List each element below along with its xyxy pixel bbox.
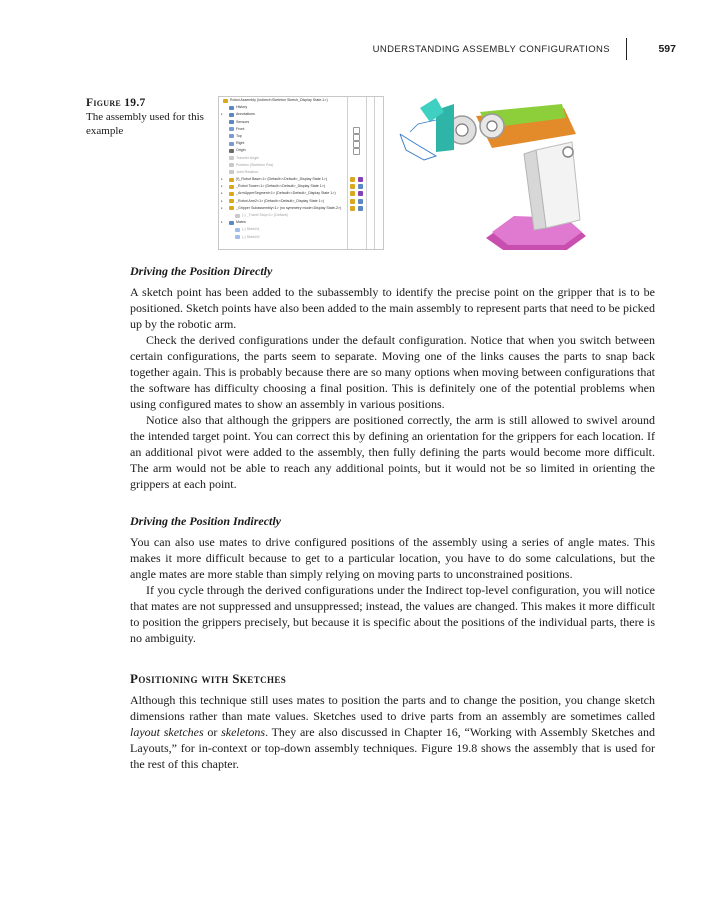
section-heading: Driving the Position Indirectly — [130, 514, 282, 528]
paragraph: Check the derived configurations under the default configuration. Notice that when you switch between certain configurations, the parts seem to separate. Moving one of the links causes the parts to snap back together again. This is probably because there are so many options when moving between configurations that the software has difficulty choosing a final position. This is definitely one of the potential problems when using configured mates to show an assembly in various positions. — [130, 333, 655, 411]
tree-node-icon — [229, 106, 234, 110]
tree-node-icon — [229, 170, 234, 174]
section-heading: Driving the Position Directly — [130, 264, 273, 278]
tree-node-icon — [235, 235, 240, 239]
tree-node-icon — [229, 149, 234, 153]
config-status-icon — [350, 191, 355, 196]
term-skeletons: skeletons — [221, 725, 266, 739]
tower-pivot — [563, 147, 573, 157]
gripper-finger-outline — [400, 134, 436, 160]
tree-row[interactable] — [219, 234, 383, 241]
term-layout-sketches: layout sketches — [130, 725, 204, 739]
expand-arrow-icon[interactable]: ▸ — [221, 191, 223, 196]
tree-node-icon — [223, 99, 228, 103]
tree-row[interactable] — [219, 162, 383, 169]
tree-node-icon — [229, 199, 234, 203]
tree-row[interactable] — [219, 119, 383, 126]
tree-node-icon — [229, 221, 234, 225]
tree-row-label: History — [236, 105, 248, 110]
tree-row-label: (-) _Travel Stop<1> (Default) — [242, 213, 288, 217]
display-state-icon — [358, 184, 363, 189]
header-divider — [626, 38, 627, 60]
paragraph: Notice also that although the grippers are positioned correctly, the arm is still allowed to swivel around the intended target point. You can correct this by defining an orientation for the grippers for each location. If an additional pivot were added to the assembly, then fully defining the parts would become more difficult. The arm would not be able to reach any additional points, but it would not be so limited in orienting the grippers at each point. — [130, 413, 655, 491]
section-driving-position-directly — [130, 263, 655, 492]
tree-node-icon — [229, 113, 234, 117]
expand-arrow-icon[interactable]: ▸ — [221, 112, 223, 117]
tree-node-icon — [229, 163, 234, 167]
paragraph: You can also use mates to drive configured positions of the assembly using a series of angle mates. This makes it more difficult because to get to a particular location, you have to do some calculations, but the angle mates are more stable than simply relying on moving parts to unconstrained positions. — [130, 535, 655, 581]
tree-node-icon — [229, 156, 234, 160]
tree-row-label: (f)_Robot Base<1> (Default<<Default>_Display State 1>) — [236, 177, 328, 182]
expand-arrow-icon[interactable]: ▸ — [221, 177, 223, 182]
arm-joint-1-hole — [487, 121, 497, 131]
paragraph-text: . They are also discussed in Chapter 16, “Working with Assembly Sketches and Layouts,” for in-context or top-down assembly techniques. Figure 19.8 shows the assembly that is used for the rest of this chapter. — [130, 725, 655, 771]
tree-row-label: _Robot Arm2<1> (Default<<Default>_Display State 1>) — [236, 198, 324, 203]
tree-node-icon — [229, 127, 234, 131]
tree-row[interactable] — [219, 219, 383, 226]
tree-row-label: Position (Skeleton Pos) — [236, 162, 274, 167]
page-number: 597 — [658, 43, 676, 55]
running-header — [372, 42, 680, 62]
tree-row-label: Mates — [236, 220, 246, 225]
tree-row-label: Right — [236, 141, 245, 146]
tree-node-icon — [229, 134, 234, 138]
feature-tree-rows — [219, 97, 383, 241]
tree-row[interactable] — [219, 97, 383, 104]
expand-arrow-icon[interactable]: ▸ — [221, 198, 223, 203]
tree-row-label: _ArmUpperSegment<1> (Default<<Default>_Display State 1>) — [236, 191, 336, 196]
paragraph — [130, 692, 655, 772]
paragraph-text: or — [203, 725, 222, 739]
tree-row-label: _Robot Tower<1> (Default<<Default>_Display State 1>) — [236, 184, 326, 189]
expand-arrow-icon[interactable]: ▸ — [221, 184, 223, 189]
tree-row[interactable] — [219, 198, 383, 205]
display-state-icon — [358, 199, 363, 204]
display-state-icon — [358, 191, 363, 196]
tree-row[interactable] — [219, 190, 383, 197]
display-state-icon — [358, 177, 363, 182]
config-status-icon — [350, 177, 355, 182]
paragraph-text: Although this technique still uses mates to position the parts and to change the position, you change sketch dimensions rather than mate values. Sketches used to drive parts from an assembly are sometimes called — [130, 693, 655, 723]
tree-row-label: (-) Sketch1 — [242, 227, 260, 232]
paragraph: If you cycle through the derived configurations under the Indirect top-level configuration, you will notice that mates are not suppressed and unsuppressed; instead, the values are changed. This makes it more difficult to position the grippers precisely, but because it is specific about the positions of the individual parts, there is no ambiguity. — [130, 583, 655, 645]
feature-tree-screenshot — [218, 96, 384, 250]
tree-node-icon — [235, 214, 240, 218]
tree-row[interactable] — [219, 126, 383, 133]
tree-row-label: Traveler Angle — [236, 155, 260, 160]
tree-row-label: (-) Sketch2 — [242, 234, 260, 239]
tree-row-label: Robot Assembly (Indirect<Skeleton Sketch_Display State-1>) — [230, 98, 328, 102]
tree-row-label: Annotations — [236, 112, 255, 117]
arm-joint-2-hole — [456, 124, 468, 136]
robot-arm-model — [396, 90, 596, 250]
config-status-icon — [350, 206, 355, 211]
tree-row[interactable] — [219, 104, 383, 111]
figure-caption-text: The assembly used for this example — [86, 111, 204, 137]
tree-row-label: Sensors — [236, 119, 250, 124]
sketch-line — [410, 120, 436, 132]
section-positioning-with-sketches — [130, 671, 655, 772]
config-status-icon — [350, 184, 355, 189]
tree-row-label: Front — [236, 126, 245, 131]
tree-row[interactable] — [219, 140, 383, 147]
tree-node-icon — [229, 142, 234, 146]
tree-row[interactable] — [219, 183, 383, 190]
tree-node-icon — [229, 206, 234, 210]
tree-row[interactable] — [219, 111, 383, 118]
expand-arrow-icon[interactable]: ▸ — [221, 220, 223, 225]
tree-node-icon — [229, 185, 234, 189]
section-heading: Positioning with Sketches — [130, 671, 287, 686]
tree-row-label: _Gripper Subassembly<1> (no symmetry mode<Display State-2>) — [236, 205, 342, 210]
figure-caption — [86, 96, 211, 138]
tree-node-icon — [229, 178, 234, 182]
display-state-icon — [358, 206, 363, 211]
tree-row-label: Top — [236, 133, 242, 138]
tree-row[interactable] — [219, 212, 383, 219]
tree-row[interactable] — [219, 155, 383, 162]
tree-node-icon — [229, 192, 234, 196]
tree-node-icon — [235, 228, 240, 232]
tree-row[interactable] — [219, 133, 383, 140]
tree-row[interactable] — [219, 226, 383, 233]
config-status-icon — [350, 199, 355, 204]
paragraph: A sketch point has been added to the subassembly to identify the precise point on the gripper that is to be positioned. Sketch points have also been added to the main assembly to represent parts that need to be picked up by the robotic arm. — [130, 285, 655, 331]
running-title: UNDERSTANDING ASSEMBLY CONFIGURATIONS — [372, 44, 610, 55]
tree-row[interactable] — [219, 205, 383, 212]
tree-row[interactable] — [219, 147, 383, 154]
tree-row-label: Origin — [236, 148, 246, 153]
tree-node-icon — [229, 120, 234, 124]
section-driving-position-indirectly — [130, 513, 655, 646]
tree-row[interactable] — [219, 169, 383, 176]
expand-arrow-icon[interactable]: ▸ — [221, 205, 223, 210]
figure-label: Figure 19.7 — [86, 97, 146, 109]
tree-row[interactable] — [219, 176, 383, 183]
tree-row-label: Joint Rotation — [236, 169, 258, 174]
